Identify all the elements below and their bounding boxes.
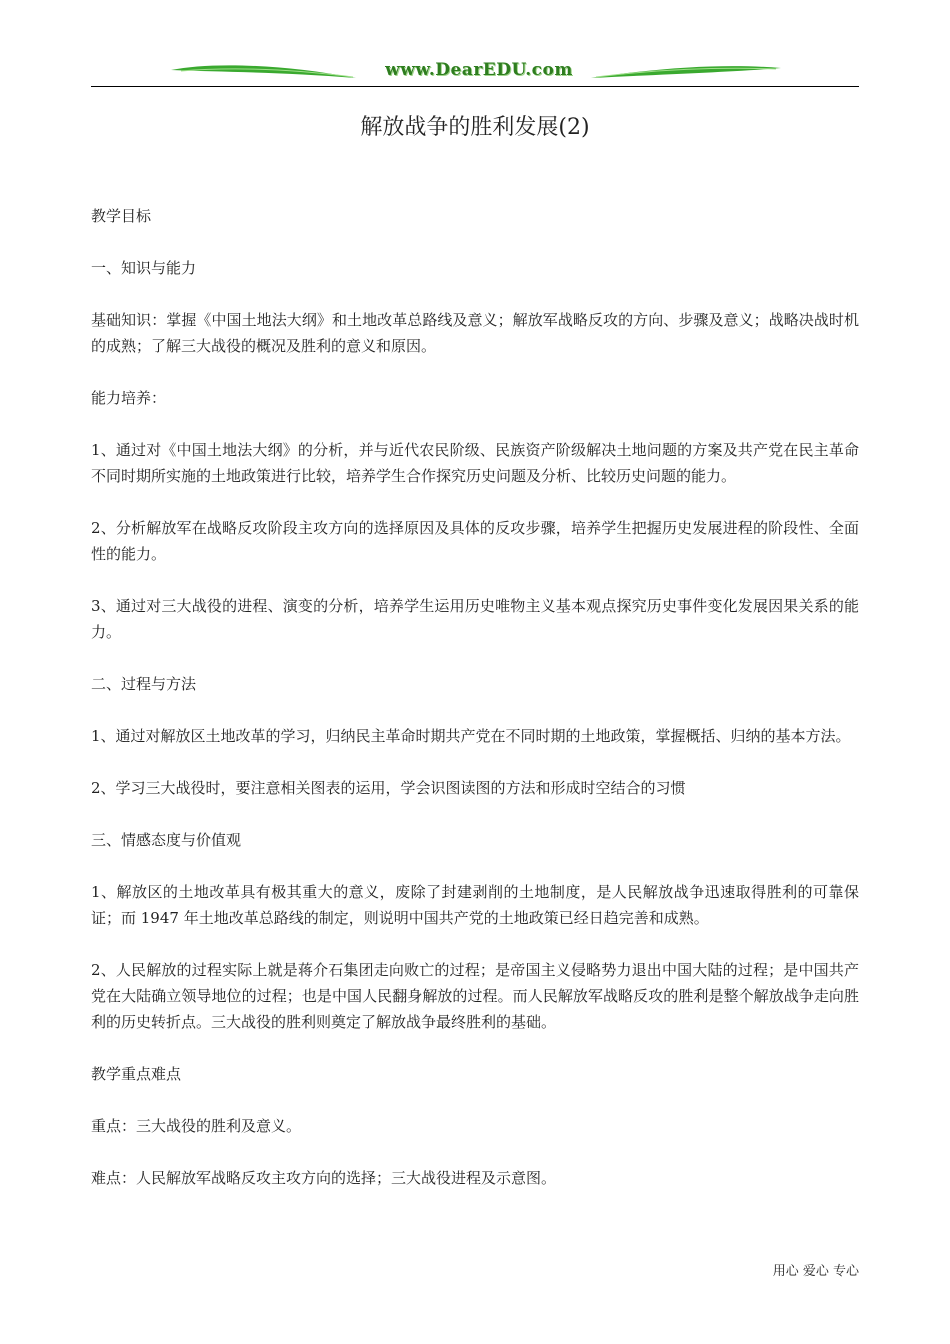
page-header bbox=[91, 58, 859, 90]
page-title: 解放战争的胜利发展(2) bbox=[360, 115, 590, 140]
paragraph-values-1: 1、解放区的土地改革具有极其重大的意义，废除了封建剥削的土地制度，是人民解放战争迅速取得胜利的可靠保证；而 1947 年土地改革总路线的制定，则说明中国共产党的土地政策已经日趋完善和成熟。 bbox=[91, 883, 859, 927]
paragraph-ability-1: 1、通过对《中国土地法大纲》的分析，并与近代农民阶级、民族资产阶级解决土地问题的方案及共产党在民主革命不同时期所实施的土地政策进行比较，培养学生合作探究历史问题及分析、比较历史问题的能力。 bbox=[91, 441, 859, 485]
document-body bbox=[91, 203, 859, 1217]
paragraph-basic-knowledge: 基础知识：掌握《中国土地法大纲》和土地改革总路线及意义；解放军战略反攻的方向、步骤及意义；战略决战时机的成熟；了解三大战役的概况及胜利的意义和原因。 bbox=[91, 311, 859, 355]
subheading-process: 二、过程与方法 bbox=[91, 675, 197, 693]
paragraph-ability-2: 2、分析解放军在战略反攻阶段主攻方向的选择原因及具体的反攻步骤，培养学生把握历史发展进程的阶段性、全面性的能力。 bbox=[91, 519, 859, 563]
page-footer: 用心 爱心 专心 bbox=[772, 1264, 859, 1279]
paragraph-process-2: 2、学习三大战役时，要注意相关图表的运用，学会识图读图的方法和形成时空结合的习惯 bbox=[91, 779, 686, 797]
subheading-ability: 能力培养： bbox=[91, 389, 167, 407]
subheading-values: 三、情感态度与价值观 bbox=[91, 831, 242, 849]
paragraph-ability-3: 3、通过对三大战役的进程、演变的分析，培养学生运用历史唯物主义基本观点探究历史事件变化发展因果关系的能力。 bbox=[91, 597, 859, 641]
section-heading-key-points: 教学重点难点 bbox=[91, 1065, 182, 1083]
paragraph-process-1: 1、通过对解放区土地改革的学习，归纳民主革命时期共产党在不同时期的土地政策，掌握概括、归纳的基本方法。 bbox=[91, 727, 851, 745]
header-divider bbox=[91, 86, 859, 87]
paragraph-difficult-point: 难点：人民解放军战略反攻主攻方向的选择；三大战役进程及示意图。 bbox=[91, 1169, 557, 1187]
site-logo-text: www.DearEDU.com bbox=[385, 60, 573, 80]
paragraph-key-point: 重点：三大战役的胜利及意义。 bbox=[91, 1117, 302, 1135]
section-heading-goals: 教学目标 bbox=[91, 207, 152, 225]
subheading-knowledge: 一、知识与能力 bbox=[91, 259, 197, 277]
paragraph-values-2: 2、人民解放的过程实际上就是蒋介石集团走向败亡的过程；是帝国主义侵略势力退出中国大陆的过程；是中国共产党在大陆确立领导地位的过程；也是中国人民翻身解放的过程。而人民解放军战略反攻的胜利是整个解放战争走向胜利的历史转折点。三大战役的胜利则奠定了解放战争最终胜利的基础。 bbox=[91, 961, 859, 1031]
